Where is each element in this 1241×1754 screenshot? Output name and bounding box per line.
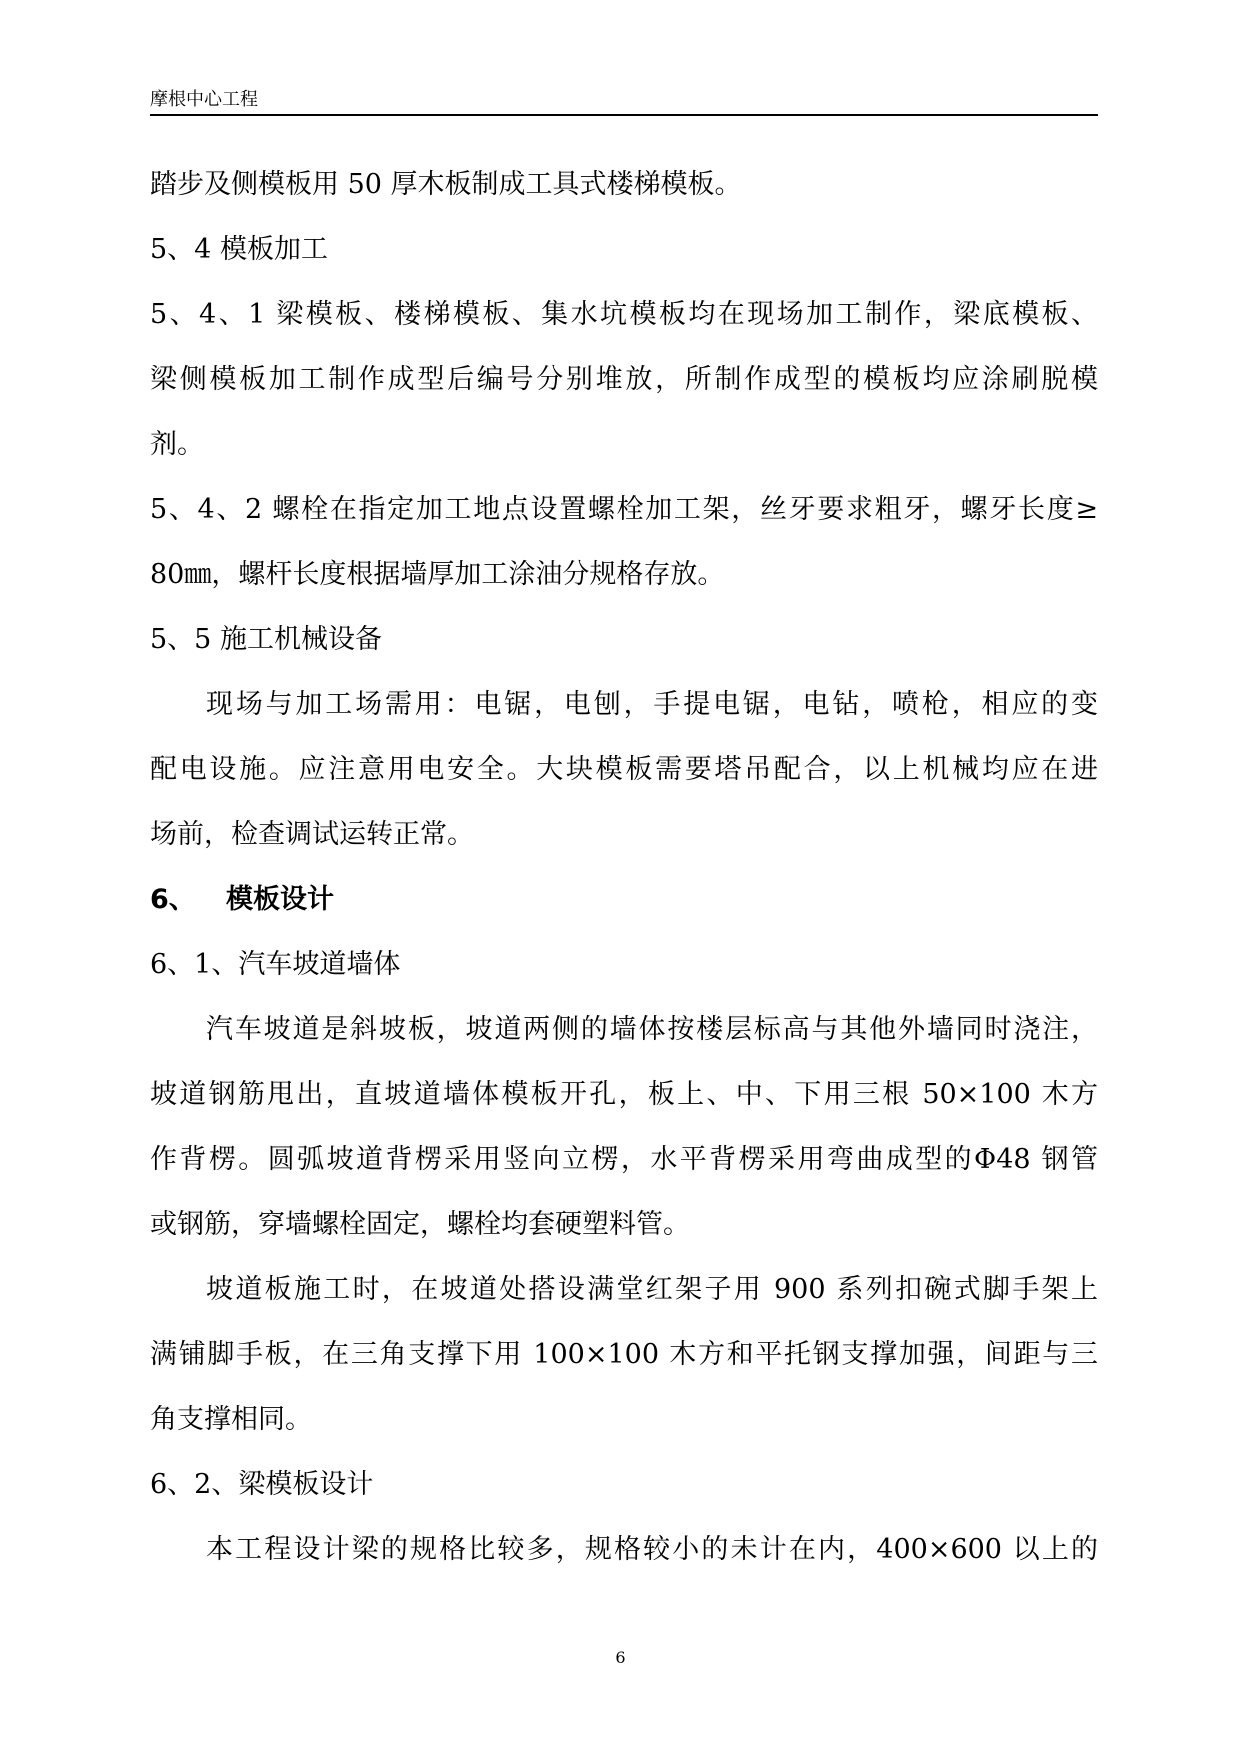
paragraph-line: 梁侧模板加工制作成型后编号分别堆放，所制作成型的模板均应涂刷脱模 [150, 364, 1098, 395]
paragraph-line: 满铺脚手板，在三角支撑下用 100×100 木方和平托钢支撑加强，间距与三 [150, 1339, 1098, 1370]
page-number: 6 [615, 1648, 626, 1667]
paragraph-line: 场前，检查调试运转正常。 [150, 819, 474, 850]
paragraph-line: 5、4、1 梁模板、楼梯模板、集水坑模板均在现场加工制作，梁底模板、 [150, 299, 1098, 330]
running-header: 摩根中心工程 [150, 89, 258, 110]
paragraph-line: 踏步及侧模板用 50 厚木板制成工具式楼梯模板。 [150, 169, 742, 200]
subsection-heading: 6、1、汽车坡道墙体 [150, 949, 401, 980]
paragraph-line: 或钢筋，穿墙螺栓固定，螺栓均套硬塑料管。 [150, 1209, 690, 1240]
paragraph-line: 坡道板施工时，在坡道处搭设满堂红架子用 900 系列扣碗式脚手架上 [206, 1274, 1098, 1305]
paragraph-line: 配电设施。应注意用电安全。大块模板需要塔吊配合，以上机械均应在进 [150, 754, 1098, 785]
paragraph-line: 角支撑相同。 [150, 1404, 312, 1435]
subsection-heading: 5、4 模板加工 [150, 234, 328, 265]
paragraph-line: 80㎜，螺杆长度根据墙厚加工涂油分规格存放。 [150, 559, 725, 590]
section-heading [150, 883, 1098, 917]
paragraph-line: 剂。 [150, 429, 204, 460]
paragraph-line: 现场与加工场需用：电锯，电刨，手提电锯，电钻，喷枪，相应的变 [206, 689, 1098, 720]
section-title: 模板设计 [226, 884, 334, 915]
paragraph-line: 汽车坡道是斜坡板，坡道两侧的墙体按楼层标高与其他外墙同时浇注， [206, 1014, 1098, 1045]
paragraph-line: 5、4、2 螺栓在指定加工地点设置螺栓加工架，丝牙要求粗牙，螺牙长度≥ [150, 494, 1098, 525]
paragraph-line: 坡道钢筋甩出，直坡道墙体模板开孔，板上、中、下用三根 50×100 木方 [150, 1079, 1098, 1110]
subsection-heading: 5、5 施工机械设备 [150, 624, 382, 655]
paragraph-line: 本工程设计梁的规格比较多，规格较小的未计在内，400×600 以上的 [206, 1534, 1098, 1565]
subsection-heading: 6、2、梁模板设计 [150, 1469, 374, 1500]
paragraph-line: 作背楞。圆弧坡道背楞采用竖向立楞，水平背楞采用弯曲成型的Φ48 钢管 [150, 1144, 1098, 1175]
section-number: 6、 [150, 884, 196, 915]
header-rule [150, 114, 1098, 116]
